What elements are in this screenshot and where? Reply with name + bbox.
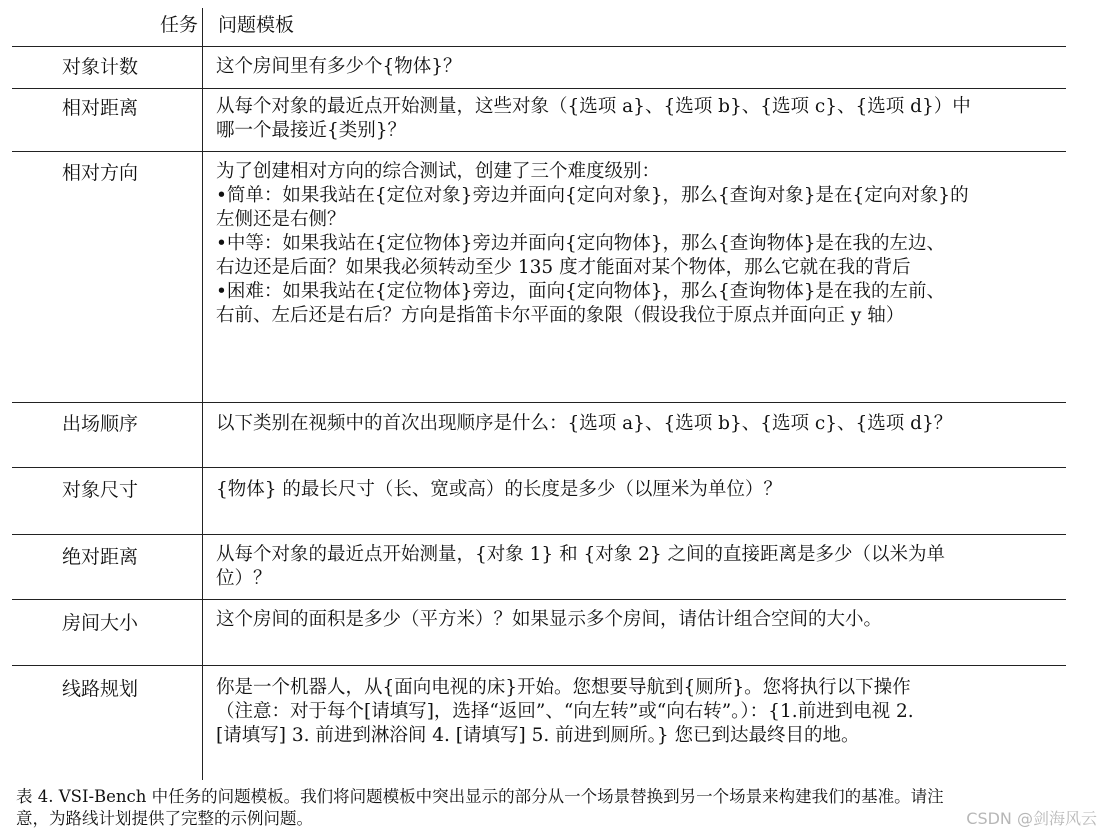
template-line: 右前、左后还是右后？方向是指笛卡尔平面的象限（假设我位于原点并面向正 y 轴）: [216, 305, 905, 326]
template-line: 这个房间的面积是多少（平方米）？如果显示多个房间，请估计组合空间的大小。: [216, 609, 883, 630]
template-line: 右边还是后面？如果我必须转动至少 135 度才能面对某个物体，那么它就在我的背后: [216, 257, 911, 278]
table-rule: [12, 599, 1066, 600]
task-cell: 对象尺寸: [61, 479, 138, 501]
template-line: 位）？: [216, 568, 272, 589]
template-line: 从每个对象的最近点开始测量，{对象 1} 和 {对象 2} 之间的直接距离是多少（以米为单: [216, 544, 946, 565]
template-line: {物体} 的最长尺寸（长、宽或高）的长度是多少（以厘米为单位）？: [216, 479, 782, 500]
table-rule: [12, 534, 1066, 535]
table-rule: [12, 402, 1066, 403]
template-line: •中等：如果我站在{定位物体}旁边并面向{定向物体}，那么{查询物体}是在我的左边、: [216, 233, 946, 254]
template-line: 以下类别在视频中的首次出现顺序是什么：{选项 a}、{选项 b}、{选项 c}、{选项 d}？: [216, 413, 953, 434]
watermark: CSDN @剑海风云: [966, 809, 1097, 828]
task-cell: 相对距离: [61, 97, 138, 119]
table-rule: [12, 467, 1066, 468]
template-line: 你是一个机器人，从{面向电视的床}开始。您想要导航到{厕所}。您将执行以下操作: [216, 677, 911, 698]
template-cell: [216, 412, 1066, 436]
template-line: 从每个对象的最近点开始测量，这些对象（{选项 a}、{选项 b}、{选项 c}、{选项 d}）中: [216, 96, 971, 117]
template-line: •困难：如果我站在{定位物体}旁边，面向{定向物体}，那么{查询物体}是在我的左前、: [216, 281, 946, 302]
template-line: •简单：如果我站在{定位对象}旁边并面向{定向对象}，那么{查询对象}是在{定向对象}的: [216, 185, 969, 206]
template-cell: [216, 608, 1066, 632]
task-cell: 线路规划: [61, 678, 138, 700]
task-cell: 对象计数: [61, 56, 138, 78]
template-line: 左侧还是右侧？: [216, 209, 346, 230]
task-cell: 房间大小: [61, 612, 138, 634]
table-rule: [12, 665, 1066, 666]
table-caption: [16, 786, 1101, 830]
template-cell: [216, 478, 1066, 502]
task-cell: 绝对距离: [61, 546, 138, 568]
header-template: 问题模板: [218, 14, 295, 36]
header-task: 任务: [159, 14, 198, 36]
table-rule: [12, 46, 1066, 47]
task-cell: 相对方向: [61, 162, 138, 184]
template-line: [请填写] 3. 前进到淋浴间 4. [请填写] 5. 前进到厕所。} 您已到达最终目的地。: [216, 725, 860, 746]
table-rule: [12, 88, 1066, 89]
template-cell: [216, 160, 1066, 328]
caption-line: 表 4. VSI-Bench 中任务的问题模板。我们将问题模板中突出显示的部分从一个场景替换到另一个场景来构建我们的基准。请注: [16, 787, 944, 806]
template-line: （注意：对于每个[请填写]，选择“返回”、“向左转”或“向右转”。）：{1.前进到电视 2.: [216, 701, 914, 722]
task-cell: 出场顺序: [61, 413, 138, 435]
caption-line: 意，为路线计划提供了完整的示例问题。: [16, 809, 313, 828]
template-cell: [216, 676, 1066, 748]
template-cell: [216, 543, 1066, 591]
template-line: 哪一个最接近{类别}？: [216, 120, 407, 141]
template-line: 这个房间里有多少个{物体}？: [216, 56, 462, 77]
table-rule: [12, 151, 1066, 152]
template-cell: [216, 55, 1066, 79]
template-cell: [216, 95, 1066, 143]
template-line: 为了创建相对方向的综合测试，创建了三个难度级别：: [216, 161, 661, 182]
